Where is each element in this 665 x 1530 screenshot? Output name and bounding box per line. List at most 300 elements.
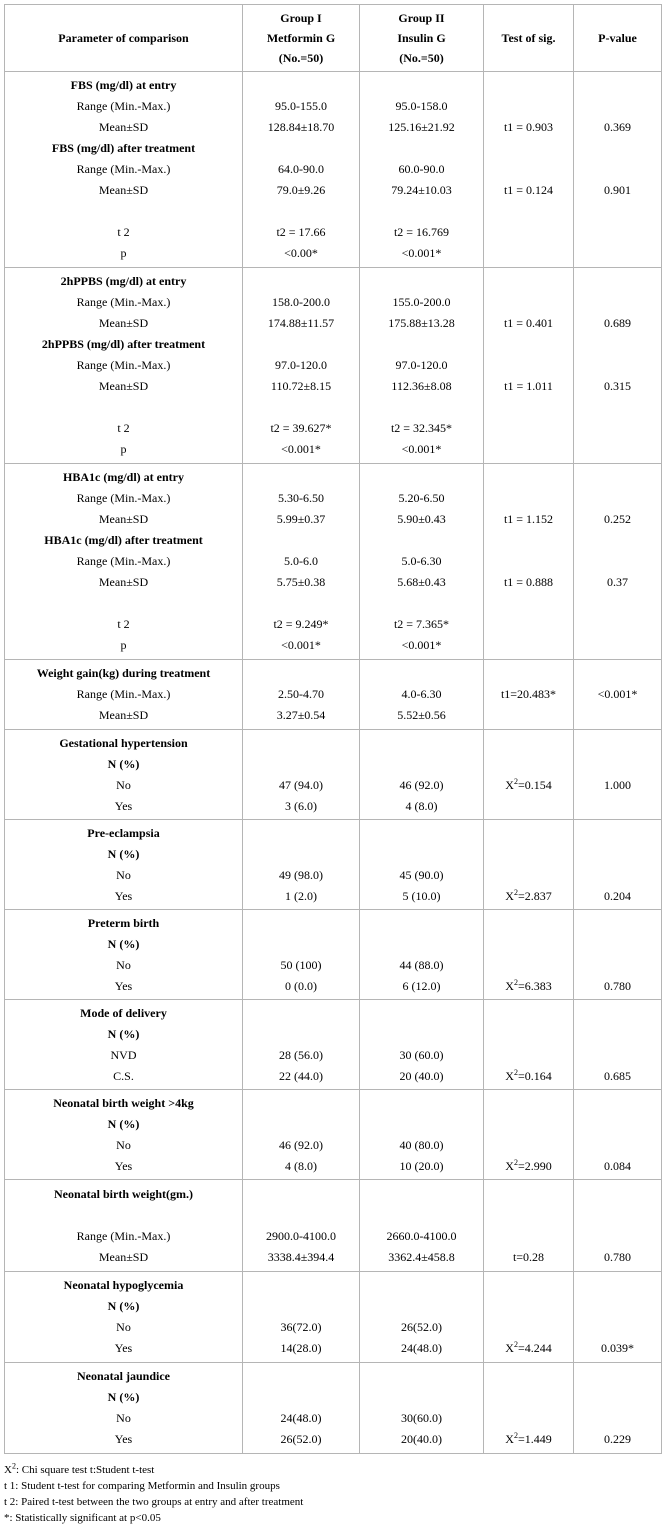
cell-value: <0.001* [281,638,321,652]
header-parameter [5,5,243,72]
cell-nh-g1 [243,1272,360,1363]
cell-fbs-g1 [243,72,360,268]
cell-value: 47 (94.0) [279,777,323,792]
cell-value: 79.24±10.03 [391,183,452,197]
cell-value: $X^2=0.154$ [505,776,552,792]
cell-value [243,593,359,614]
cell-value [484,1408,573,1429]
cell-value [484,1135,573,1156]
cell-value [484,1003,573,1024]
row-label: Gestational hypertension [59,735,188,750]
cell-value: t1 = 1.011 [504,379,553,393]
cell-nbw-g2 [360,1180,484,1272]
cell-gh-g2 [360,730,484,820]
row-label: Range (Min.-Max.) [76,554,171,568]
row-label [5,1205,242,1226]
cell-hba-label [5,464,243,660]
cell-value [574,1366,661,1387]
cell-gh-g1 [243,730,360,820]
row-label: N (%) [107,1116,140,1131]
row-label: 2hPPBS (mg/dl) after treatment [41,337,206,351]
cell-value [574,1114,661,1135]
cell-fbs-test [484,72,574,268]
cell-nj-p [574,1363,662,1454]
cell-value [360,1184,483,1205]
cell-md-g1 [243,1000,360,1090]
cell-value [574,1205,661,1226]
cell-value [484,292,573,313]
cell-value: 5.68±0.43 [397,575,446,589]
cell-value [360,663,483,684]
row-label [5,201,242,222]
cell-value: 95.0-155.0 [275,99,327,113]
cell-value [484,865,573,886]
cell-value: 95.0-158.0 [395,99,448,113]
cell-value [574,635,661,656]
cell-value [484,1045,573,1066]
footnote-chi: $X^2$: Chi square test t:Student t-test [4,1461,155,1476]
cell-value [243,823,359,844]
row-label: t 2 [117,225,130,239]
row-label: Neonatal jaundice [77,1369,170,1383]
table-row-pp [5,268,662,464]
cell-value: 20 (40.0) [399,1068,444,1083]
cell-value: 5.0-6.30 [401,554,442,568]
cell-value [484,955,573,976]
cell-nh-g2 [360,1272,484,1363]
cell-value: 4 (8.0) [405,798,438,813]
row-label: Yes [114,1341,133,1355]
cell-value: t2 = 9.249* [273,617,329,631]
header-pvalue-label: P-value [598,31,637,45]
cell-value [243,467,359,488]
cell-value [360,271,483,292]
cell-nbw-test [484,1180,574,1272]
cell-value: 4 (8.0) [285,1158,317,1173]
cell-value [484,488,573,509]
cell-value: t2 = 7.365* [393,617,450,631]
cell-value [243,530,359,551]
cell-value: $X^2=4.244$ [505,1340,552,1355]
header-group2-line3: (No.=50) [399,51,444,65]
row-label: N (%) [107,1390,140,1404]
row-label: Range (Min.-Max.) [76,358,171,372]
cell-pe-label [5,820,243,910]
cell-value [574,593,661,614]
cell-value [360,823,483,844]
cell-nbw-label [5,1180,243,1272]
cell-value: 158.0-200.0 [272,295,330,309]
cell-value [574,1093,661,1114]
row-label: p [120,442,127,456]
row-label: Yes [114,888,133,903]
cell-value: $X^2=2.990$ [505,1157,552,1173]
row-label: Mean±SD [98,512,149,526]
cell-value [574,1024,661,1045]
cell-value: 0.685 [604,1068,631,1083]
cell-value: 5.30-6.50 [278,491,324,505]
cell-gh-label [5,730,243,820]
row-label: HBA1c (mg/dl) at entry [63,470,184,484]
cell-value [484,913,573,934]
cell-value: 5.52±0.56 [397,708,446,722]
cell-value [360,934,483,955]
cell-value [484,733,573,754]
cell-value: t2 = 17.66 [276,225,326,239]
row-label: Neonatal birth weight >4kg [53,1095,194,1110]
cell-value [360,1275,483,1296]
row-label: Preterm birth [87,915,160,930]
cell-value: 0.689 [604,316,631,330]
row-label: NVD [110,1047,137,1062]
cell-value [484,397,573,418]
cell-value [360,201,483,222]
cell-value: 5.20-6.50 [398,491,445,505]
cell-value [360,593,483,614]
cell-value [574,138,661,159]
cell-value [243,201,359,222]
cell-value [484,159,573,180]
cell-value [360,1366,483,1387]
row-label: Neonatal hypoglycemia [63,1278,184,1292]
cell-value [243,334,359,355]
cell-value [243,1003,359,1024]
cell-value: 4.0-6.30 [401,687,442,701]
cell-value [574,614,661,635]
cell-value: 3338.4±394.4 [267,1249,335,1264]
cell-value [484,1226,573,1247]
cell-value: 3362.4±458.8 [388,1249,455,1264]
row-label: Yes [114,1158,133,1173]
cell-nj-test [484,1363,574,1454]
cell-value: 49 (98.0) [279,867,323,882]
cell-value [484,222,573,243]
footnote-sig: *: Statistically significant at p<0.05 [4,1512,161,1524]
cell-value [574,733,661,754]
cell-value [243,1296,359,1317]
row-label: Mean±SD [98,316,149,330]
cell-value [484,1296,573,1317]
cell-wg-test [484,660,574,730]
header-group2 [360,5,484,72]
table-row-nh [5,1272,662,1363]
cell-value [574,292,661,313]
cell-value [243,844,359,865]
table-row-nbw4 [5,1090,662,1180]
cell-value [484,635,573,656]
cell-value: 44 (88.0) [399,957,444,972]
row-label: No [116,1137,131,1152]
cell-value: 26(52.0) [280,1432,322,1446]
table-row-fbs [5,72,662,268]
cell-value [484,1275,573,1296]
cell-value [484,243,573,264]
cell-value: 46 (92.0) [279,1137,323,1152]
cell-value [484,1317,573,1338]
cell-value [243,271,359,292]
cell-value: 3 (6.0) [285,798,317,813]
cell-value [243,663,359,684]
table-row-pe [5,820,662,910]
cell-value [574,1003,661,1024]
cell-value: t1 = 1.152 [503,512,554,526]
cell-value [574,75,661,96]
cell-value [484,271,573,292]
cell-value: $X^2=0.164$ [505,1067,552,1083]
cell-value [360,1024,483,1045]
cell-value [574,1135,661,1156]
cell-value: 174.88±11.57 [267,316,335,330]
cell-value: t2 = 39.627* [270,421,332,435]
cell-value [484,467,573,488]
cell-hba-g1 [243,464,360,660]
cell-value [360,1003,483,1024]
cell-value [360,1205,483,1226]
footnote-t1: t 1: Student t-test for comparing Metformin and Insulin groups [4,1480,280,1492]
cell-value: 5.0-6.0 [284,554,318,568]
cell-value: 5.99±0.37 [276,512,326,526]
cell-value [484,796,573,817]
cell-value [574,796,661,817]
cell-value: 64.0-90.0 [278,162,324,176]
row-label [5,397,242,418]
cell-value: 5.75±0.38 [276,575,326,589]
row-label: No [116,1320,131,1334]
cell-value [243,1366,359,1387]
cell-value [574,201,661,222]
cell-wg-g1 [243,660,360,730]
cell-value: 0.37 [607,575,628,589]
cell-value [484,934,573,955]
cell-value [484,1024,573,1045]
row-label: 2hPPBS (mg/dl) at entry [60,274,187,288]
cell-value [574,530,661,551]
row-label: N (%) [107,1026,140,1041]
row-label: Mean±SD [98,708,149,722]
cell-value: 0.901 [604,183,631,197]
cell-value: 0.780 [604,1249,631,1264]
cell-fbs-p [574,72,662,268]
header-parameter-label: Parameter of comparison [58,31,189,45]
row-label: Mean±SD [98,120,149,134]
cell-value: 0.039* [601,1341,634,1355]
cell-value: t1 = 0.124 [503,183,554,197]
cell-value: 0.252 [604,512,631,526]
cell-pp-p [574,268,662,464]
cell-value [243,397,359,418]
cell-value [484,754,573,775]
cell-md-g2 [360,1000,484,1090]
row-label: Mean±SD [98,575,149,589]
cell-value [484,75,573,96]
cell-md-label [5,1000,243,1090]
comparison-table [4,4,662,1454]
cell-value: 22 (44.0) [279,1068,323,1083]
cell-nj-g2 [360,1363,484,1454]
cell-value: 2900.0-4100.0 [266,1228,336,1243]
cell-value: 110.72±8.15 [270,379,332,393]
cell-value [574,663,661,684]
header-test-label: Test of sig. [501,31,556,45]
cell-value [574,488,661,509]
cell-value [243,1024,359,1045]
cell-value: 24(48.0) [401,1341,442,1355]
cell-value [360,754,483,775]
cell-value: 97.0-120.0 [395,358,448,372]
cell-value [574,1296,661,1317]
cell-nbw-g1 [243,1180,360,1272]
cell-fbs-g2 [360,72,484,268]
row-label: FBS (mg/dl) after treatment [51,141,196,155]
cell-value: 0.315 [604,379,631,393]
cell-value [360,1093,483,1114]
cell-value [484,1387,573,1408]
cell-value [574,222,661,243]
cell-value: <0.001* [401,442,442,456]
cell-value: 1 (2.0) [285,888,317,903]
cell-value [574,418,661,439]
cell-value: 6 (12.0) [402,978,441,993]
cell-value: 155.0-200.0 [392,295,451,309]
cell-value: 28 (56.0) [279,1047,323,1062]
row-label: N (%) [107,1299,140,1313]
cell-value: 3.27±0.54 [276,708,326,722]
cell-value [574,1045,661,1066]
cell-value [484,823,573,844]
cell-gh-p [574,730,662,820]
cell-value: 24(48.0) [280,1411,322,1425]
cell-value: 0.780 [604,978,631,993]
row-label: Weight gain(kg) during treatment [36,666,211,680]
row-label: Mode of delivery [80,1005,167,1020]
cell-value [484,418,573,439]
cell-nj-g1 [243,1363,360,1454]
cell-value [243,1205,359,1226]
cell-value: 2660.0-4100.0 [386,1228,457,1243]
cell-value: 97.0-120.0 [275,358,327,372]
cell-value [243,1387,359,1408]
header-group1-line1: Group I [280,11,322,25]
header-group1 [243,5,360,72]
cell-value: 45 (90.0) [399,867,444,882]
cell-value: t=0.28 [512,1249,545,1264]
cell-nbw4-g1 [243,1090,360,1180]
cell-value [574,754,661,775]
cell-value: t1 = 0.888 [503,575,554,589]
cell-pe-g2 [360,820,484,910]
cell-value [360,913,483,934]
header-group1-line3: (No.=50) [278,51,324,65]
header-test [484,5,574,72]
cell-nh-p [574,1272,662,1363]
footnote-t2: t 2: Paired t-test between the two groups at entry and after treatment [4,1496,304,1508]
cell-nj-label [5,1363,243,1454]
cell-nh-label [5,1272,243,1363]
table-row-wg [5,660,662,730]
cell-wg-label [5,660,243,730]
cell-pb-test [484,910,574,1000]
row-label: C.S. [113,1068,134,1083]
row-label: N (%) [107,936,140,951]
cell-value [484,1205,573,1226]
cell-value [574,467,661,488]
cell-value [484,705,573,726]
cell-value [360,1387,483,1408]
cell-md-p [574,1000,662,1090]
cell-value [574,1226,661,1247]
cell-nbw4-label [5,1090,243,1180]
cell-value [574,934,661,955]
row-label: Yes [114,798,133,813]
cell-pb-label [5,910,243,1000]
cell-value: 46 (92.0) [399,777,444,792]
cell-value [574,243,661,264]
cell-value [484,1184,573,1205]
row-label: No [116,957,131,972]
row-label: Range (Min.-Max.) [76,491,171,505]
cell-value [484,614,573,635]
cell-value: 0.084 [604,1158,631,1173]
cell-value [574,551,661,572]
cell-value [574,397,661,418]
cell-value [574,439,661,460]
row-label [5,593,242,614]
cell-value: t1 = 0.401 [503,316,554,330]
row-label: p [120,638,127,652]
cell-hba-test [484,464,574,660]
cell-value: 5.90±0.43 [397,512,446,526]
cell-value [574,1387,661,1408]
cell-value: 10 (20.0) [399,1158,444,1173]
row-label: Mean±SD [98,183,149,197]
cell-value: 0.369 [604,120,631,134]
cell-nbw4-g2 [360,1090,484,1180]
cell-value [574,1317,661,1338]
row-label: Yes [114,1432,133,1446]
cell-value: $X^2=2.837$ [505,887,552,903]
table-row-pb [5,910,662,1000]
table-row-md [5,1000,662,1090]
cell-value [484,1114,573,1135]
cell-value: t1 = 0.903 [503,120,554,134]
cell-pp-label [5,268,243,464]
cell-pp-test [484,268,574,464]
row-label: N (%) [107,756,140,771]
cell-value: 50 (100) [280,957,322,972]
cell-value: 125.16±21.92 [388,120,455,134]
cell-value [243,75,359,96]
cell-value: 30(60.0) [401,1411,442,1425]
cell-value: 2.50-4.70 [278,687,324,701]
row-label: Range (Min.-Max.) [76,99,171,113]
row-label: HBA1c (mg/dl) after treatment [44,533,203,547]
cell-nbw4-p [574,1090,662,1180]
cell-pe-g1 [243,820,360,910]
cell-value: 30 (60.0) [399,1047,444,1062]
footnotes [4,1462,303,1526]
cell-value [484,96,573,117]
table-row-hba [5,464,662,660]
cell-nh-test [484,1272,574,1363]
cell-value [360,138,483,159]
cell-nbw4-test [484,1090,574,1180]
row-label: No [116,777,131,792]
table-row-nbw [5,1180,662,1272]
cell-value [243,913,359,934]
cell-value [484,355,573,376]
row-label: Mean±SD [98,379,149,393]
cell-value: <0.00* [284,246,318,260]
